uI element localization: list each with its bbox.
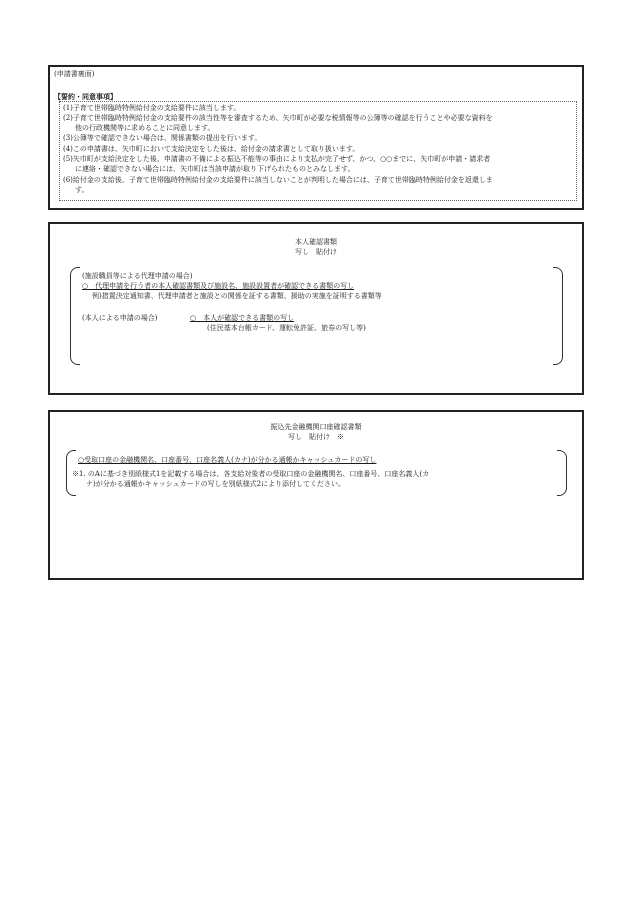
consent-title: 【誓約・同意事項】 — [54, 92, 117, 101]
right-bracket — [557, 450, 567, 496]
proxy-item: ○ 代理申請を行う者の本人確認書類及び施設名、施設設置者が確認できる書類の写し — [82, 282, 355, 290]
consent-item: 他の行政機関等に求めることに同意します。 — [75, 124, 215, 132]
self-label: (本人による申請の場合) — [82, 314, 158, 322]
bank-doc-note: ナ)が分かる通帳かキャッシュカードの写しを別紙様式2により添付してください。 — [86, 480, 346, 488]
consent-item: (3)公簿等で確認できない場合は、関係書類の提出を行います。 — [63, 134, 262, 142]
bank-doc-item: ○受取口座の金融機関名、口座番号、口座名義人(カナ)が分かる通帳かキャッシュカードの写し — [78, 456, 377, 464]
proxy-header: (施設職員等による代理申請の場合) — [82, 272, 193, 280]
self-example: (住民基本台帳カード、運転免許証、旅券の写し等) — [207, 324, 366, 332]
consent-item: に連絡・確認できない場合には、矢巾町は当該申請が取り下げられたものとみなします。 — [75, 165, 355, 173]
consent-item: (2)子育て世帯臨時特例給付金の支給要件の該当性等を審査するため、矢巾町が必要な税情報等の公簿等の確認を行うことや必要な資料を — [63, 114, 493, 122]
bank-doc-title: 振込先金融機関口座確認書類 — [270, 423, 362, 431]
self-item: ○ 本人が確認できる書類の写し — [190, 314, 295, 322]
consent-item: (5)矢巾町が支給決定をした後、申請書の不備による振込不能等の事由により支払が完了せず、かつ、○○までに、矢巾町が申請・請求者 — [63, 155, 491, 163]
consent-item: (6)給付金の支給後、子育て世帯臨時特例給付金の支給要件に該当しないことが判明した場合には、子育て世帯臨時特例給付金を返還しま — [63, 176, 493, 184]
consent-item: す。 — [75, 186, 89, 194]
proxy-example: 例)措置決定通知書、代理申請者と施設との関係を証する書類、援助の実施を証明する書類等 — [92, 292, 382, 300]
identity-doc-subtitle: 写し 貼付け — [295, 248, 337, 256]
bank-doc-subtitle: 写し 貼付け ※ — [288, 433, 344, 441]
bank-doc-note: ※1. のAに基づき別紙様式1を記載する場合は、各支給対象者の受取口座の金融機関名、口座番号、口座名義人(カ — [72, 470, 430, 478]
left-bracket — [70, 267, 80, 365]
consent-item: (1)子育て世帯臨時特例給付金の支給要件に該当します。 — [63, 104, 241, 112]
bank-doc-section — [48, 410, 584, 580]
consent-item: (4)この申請書は、矢巾町において支給決定をした後は、給付金の請求書として取り扱います。 — [63, 145, 360, 153]
form-back-label: (申請書裏面) — [54, 70, 95, 78]
consent-section — [48, 65, 584, 210]
identity-doc-title: 本人確認書類 — [295, 238, 337, 246]
right-bracket — [553, 267, 563, 365]
identity-doc-section — [48, 222, 584, 395]
